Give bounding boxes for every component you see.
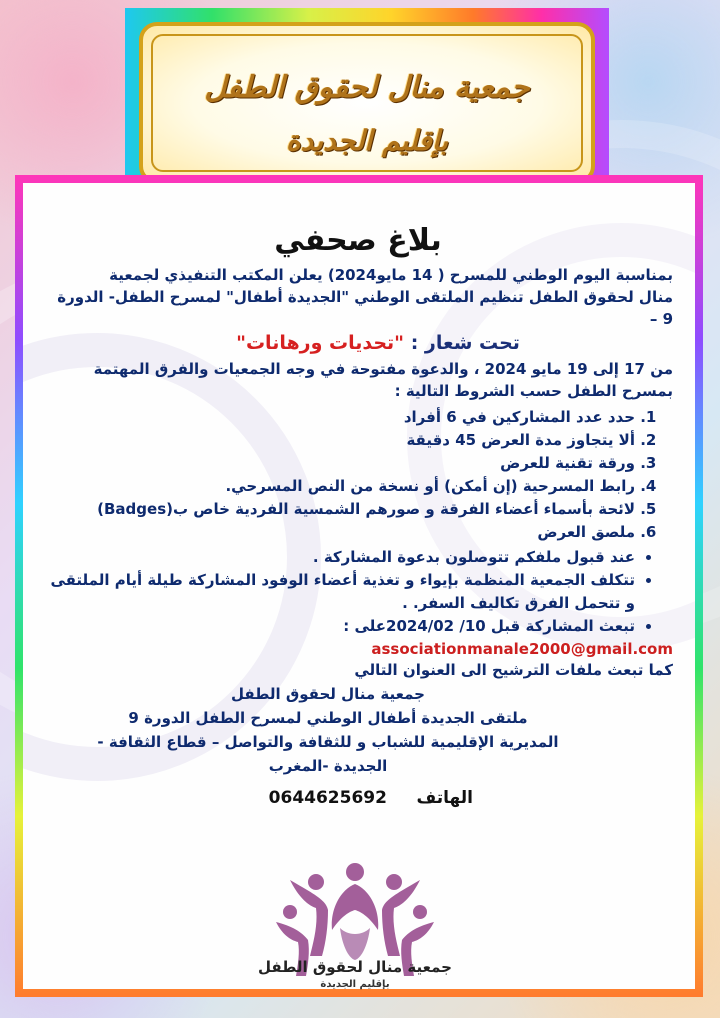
page-title: بلاغ صحفي xyxy=(274,223,442,258)
conditions-list xyxy=(43,406,673,544)
banner-title-line2: بإقليم الجديدة xyxy=(285,124,449,157)
intro-line: منال لحقوق الطفل تنظيم الملتقى الوطني "الجديدة أطفال" لمسرح الطفل- الدورة 9 – xyxy=(57,288,673,328)
phone-number[interactable]: 0644625692 xyxy=(268,788,387,808)
slogan xyxy=(43,332,673,354)
logo-name: جمعية منال لحقوق الطفل xyxy=(258,958,452,976)
email-link[interactable]: associationmanale2000@gmail.com xyxy=(371,640,673,658)
note-item: • عند قبول ملفكم تتوصلون بدعوة المشاركة . xyxy=(43,546,635,569)
send-line: كما تبعث ملفات الترشيح الى العنوان التالي xyxy=(354,661,673,679)
note-item: • تبعث المشاركة قبل 10/ 2024/02على : xyxy=(43,615,635,638)
condition-item: 2. ألا يتجاوز مدة العرض 45 دقيقة xyxy=(43,429,635,452)
condition-item: 3. ورقة تقنية للعرض xyxy=(43,452,635,475)
banner-title-line1: جمعية منال لحقوق الطفل xyxy=(204,70,530,105)
logo-subtitle: بإقليم الجديدة xyxy=(320,979,390,990)
address-line: جمعية منال لحقوق الطفل xyxy=(231,685,425,703)
dates-line: بمسرح الطفل حسب الشروط التالية : xyxy=(394,382,673,400)
notes-list xyxy=(43,546,673,638)
dates-line: من 17 إلى 19 مايو 2024 ، والدعوة مفتوحة في وجه الجمعيات والفرق المهتمة xyxy=(93,360,673,378)
note-item: • تتكلف الجمعية المنظمة بإيواء و تغذية أعضاء الوفود المشاركة طيلة أيام الملتقى و تتحمل الفرق تكاليف السفر. . xyxy=(43,569,635,615)
banner-inner-frame xyxy=(139,22,595,184)
address-line: المديرية الإقليمية للشباب و للثقافة والتواصل – قطاع الثقافة - xyxy=(97,733,559,751)
condition-item: 1. حدد عدد المشاركين في 6 أفراد xyxy=(43,406,635,429)
address-line: ملتقى الجديدة أطفال الوطني لمسرح الطفل الدورة 9 xyxy=(128,709,528,727)
slogan-prefix: تحت شعار : xyxy=(410,332,520,354)
condition-item: 4. رابط المسرحية (إن أمكن) أو نسخة من النص المسرحي. xyxy=(43,475,635,498)
phone-block xyxy=(43,788,673,808)
address-line: الجديدة -المغرب xyxy=(268,757,388,775)
condition-item: 5. لائحة بأسماء أعضاء الفرقة و صورهم الشمسية الفردية خاص ب(Badges) xyxy=(43,498,635,521)
phone-label: الهاتف xyxy=(416,788,473,808)
intro-line: بمناسبة اليوم الوطني للمسرح ( 14 مايو2024) يعلن المكتب التنفيذي لجمعية xyxy=(109,266,673,284)
condition-item: 6. ملصق العرض xyxy=(43,521,635,544)
document-content xyxy=(43,223,673,808)
slogan-value: "تحديات ورهانات" xyxy=(236,332,405,354)
title-banner xyxy=(125,8,609,198)
